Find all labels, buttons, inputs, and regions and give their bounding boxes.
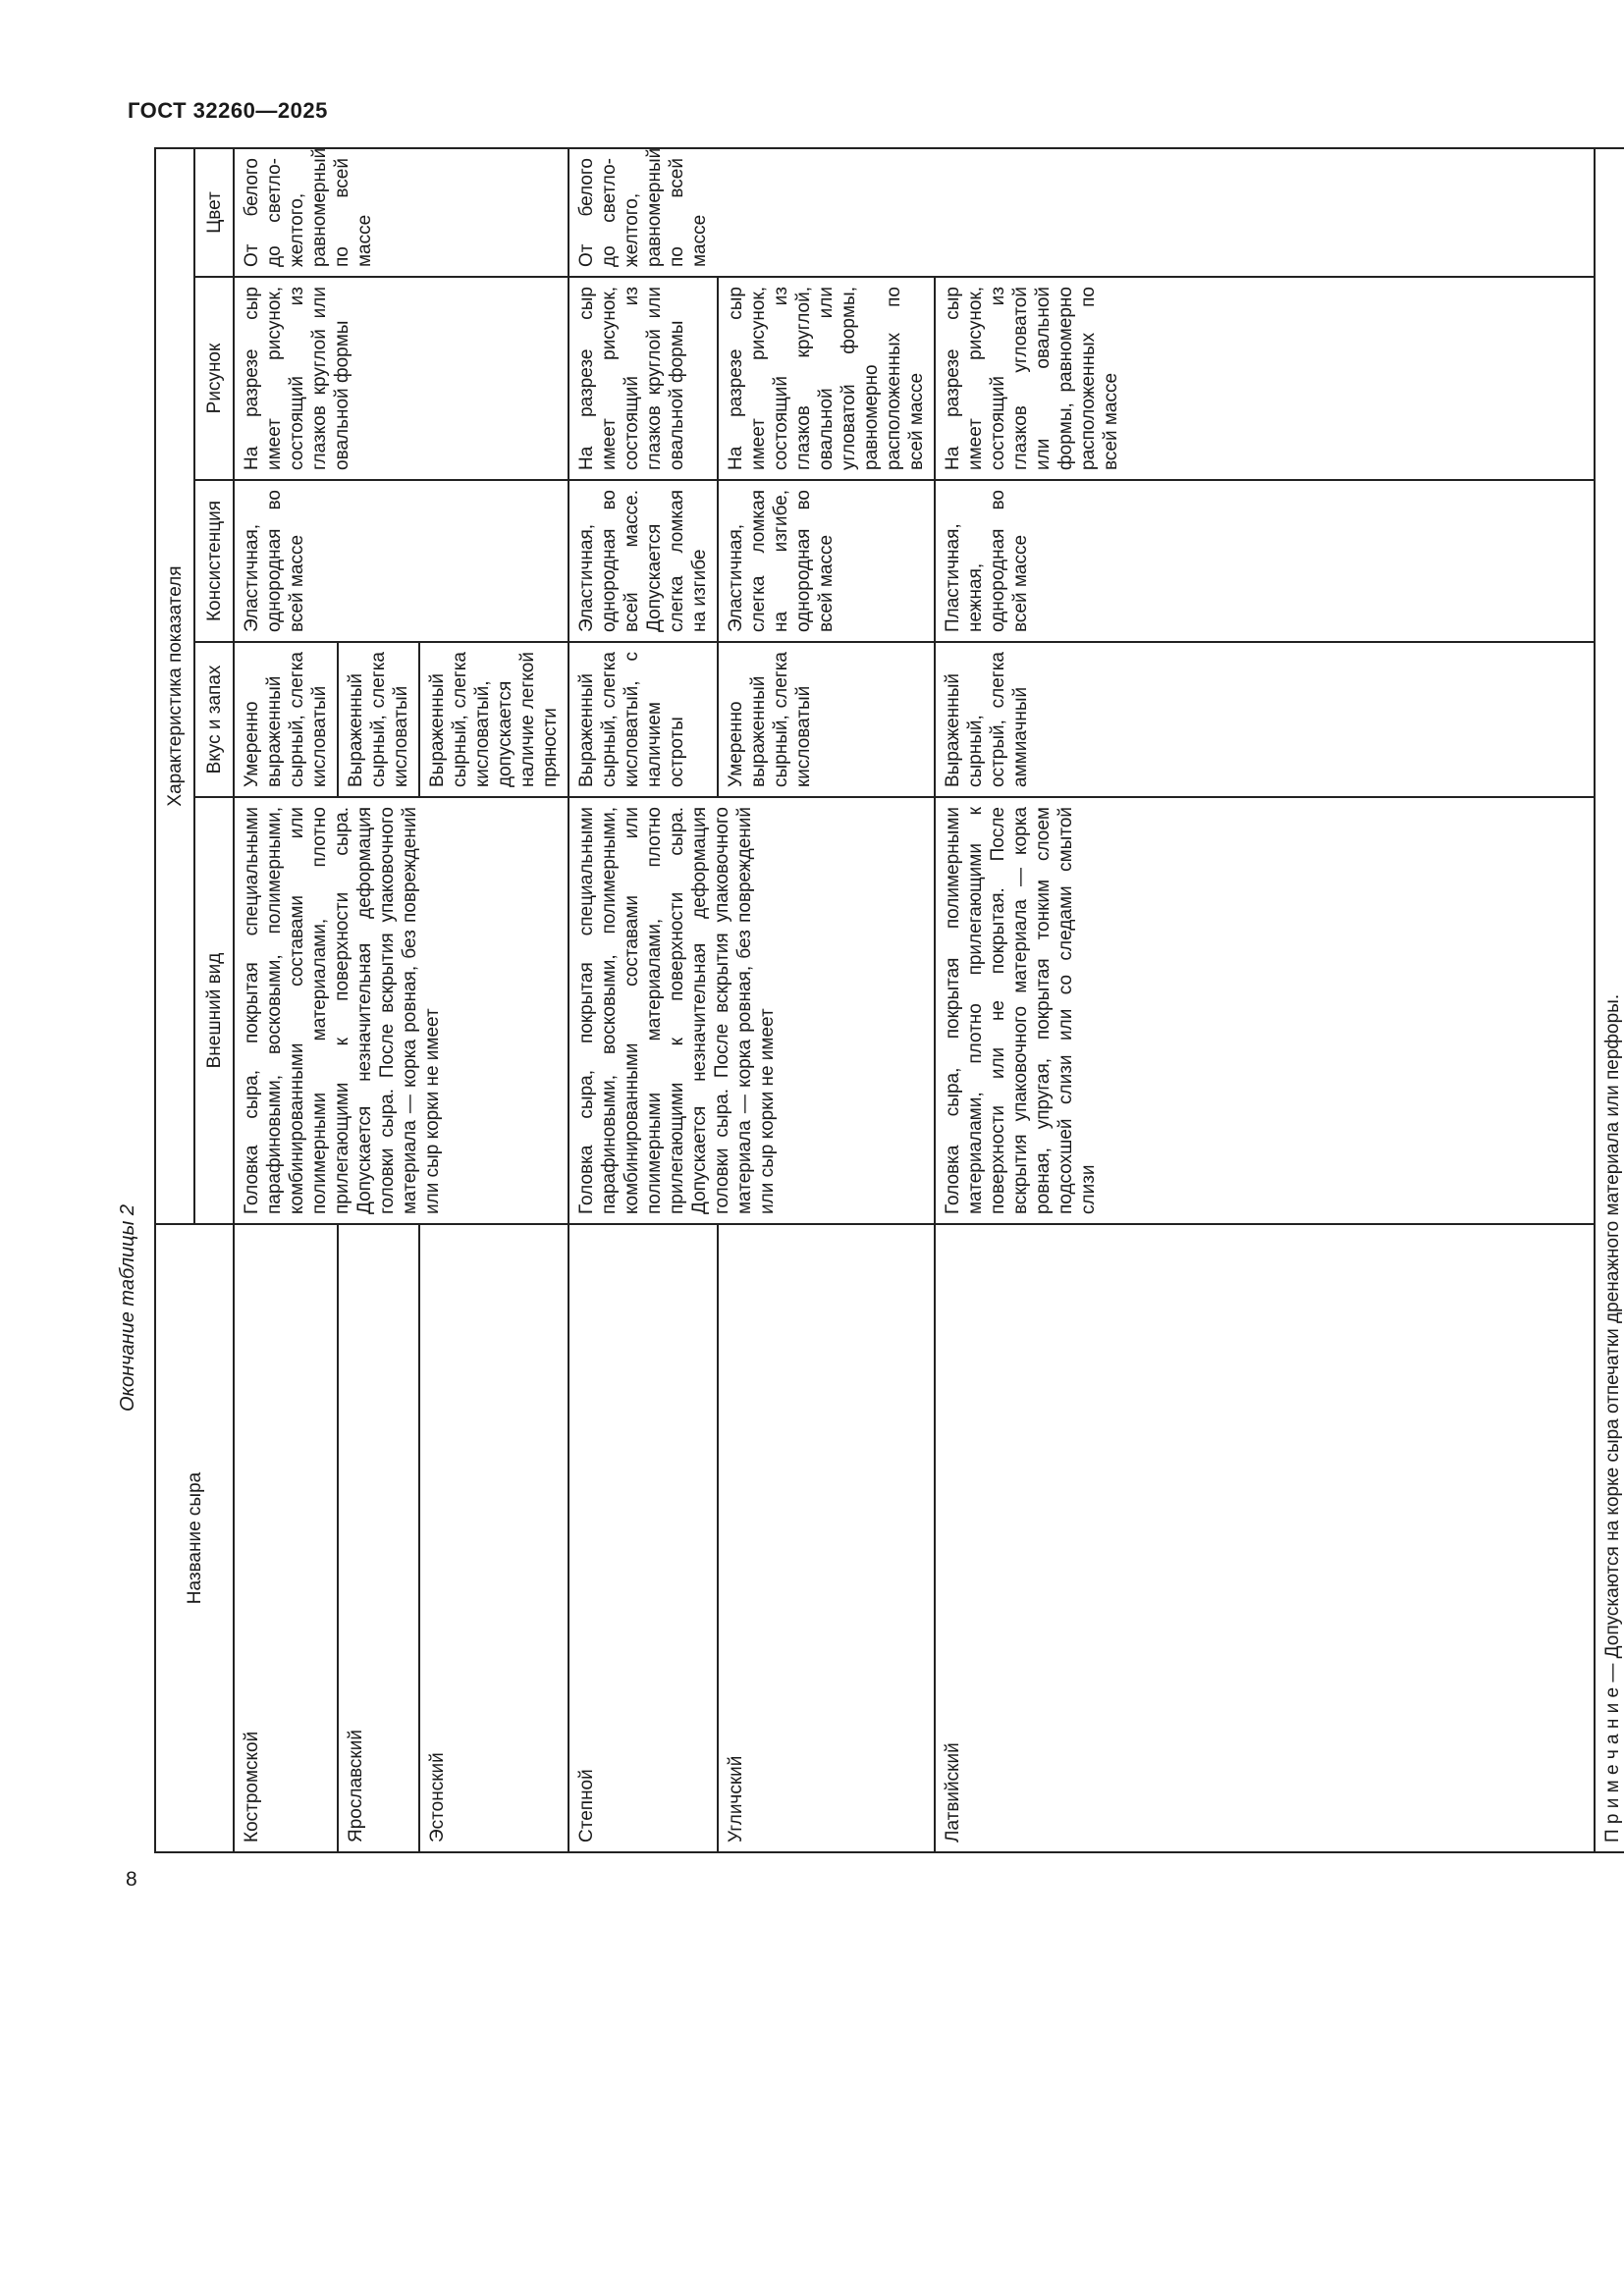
cell-kostromskoy-consistency: Эластичная, однородная во всей массе [234,480,568,642]
table-note-row [1595,148,1624,1852]
cell-latviysky-appearance: Головка сыра, покрытая полимерными материалами, плотно прилегающими к поверхности или не покрытая. После вскрытия упаковочного материала — корка ровная, упругая, покрытая тонким слоем подсохшей слизи или со следами смытой слизи [935,797,1595,1224]
cell-uglichsky-consistency: Эластичная, слегка ломкая на изгибе, однородная во всей массе [718,480,935,642]
page-number: 8 [126,1868,137,1891]
rotated-table-container [115,149,1624,1853]
table-row-latviysky [935,148,1595,1852]
cell-yaroslavsky-taste: Выраженный сырный, слегка кисловатый [338,642,419,797]
cell-latviysky-consistency: Пластичная, нежная, однородная во всей массе [935,480,1595,642]
header-row-group [155,148,194,1852]
cell-latviysky-name: Латвийский [935,1224,1595,1852]
cell-latviysky-pattern: На разрезе сыр имеет рисунок, состоящий из глазков угловатой или овальной формы, равномерно расположенных по всей массе [935,277,1595,480]
header-name: Название сыра [155,1224,234,1852]
cell-kostromskoy-name: Костромской [234,1224,338,1852]
cell-estonsky-taste: Выраженный сырный, слегка кисловатый, допускается наличие легкой пряности [419,642,568,797]
cell-kostromskoy-appearance: Головка сыра, покрытая специальными парафиновыми, восковыми, полимерными, комбинированными составами или полимерными материалами, плотно прилегающими к поверхности сыра. Допускается незначительная деформация головки сыра. После вскрытия упаковочного материала — корка ровная, без повреждений или сыр корки не имеет [234,797,568,1224]
header-color: Цвет [194,148,234,277]
table-caption: Окончание таблицы 2 [117,1203,138,1412]
header-pattern: Рисунок [194,277,234,480]
cell-uglichsky-taste: Умеренно выраженный сырный, слегка кисловатый [718,642,935,797]
header-appearance: Внешний вид [194,797,234,1224]
cell-stepnoy-pattern: На разрезе сыр имеет рисунок, состоящий из глазков круглой или овальной формы [568,277,718,480]
cell-uglichsky-pattern: На разрезе сыр имеет рисунок, состоящий из глазков круглой, овальной или угловатой формы, равномерно расположенных по всей массе [718,277,935,480]
header-consistency: Консистенция [194,480,234,642]
cell-kostromskoy-color: От белого до светло-желтого, равномерный по всей массе [234,148,568,277]
header-characteristics-group: Характеристика показателя [155,148,194,1224]
cell-kostromskoy-taste: Умеренно выраженный сырный, слегка кисловатый [234,642,338,797]
cell-uglichsky-name: Угличский [718,1224,935,1852]
table-row-stepnoy [568,148,718,1852]
cheese-characteristics-table [154,147,1624,1853]
cell-stepnoy-taste: Выраженный сырный, слегка кисловатый, с наличием остроты [568,642,718,797]
doc-code-header: ГОСТ 32260—2025 [128,98,328,123]
cell-stepnoy-color: От белого до светло-желтого, равномерный по всей массе [568,148,1595,277]
table-body [234,148,1624,1852]
cell-stepnoy-consistency: Эластичная, однородная во всей массе. Допускается слегка ломкая на изгибе [568,480,718,642]
cell-stepnoy-appearance: Головка сыра, покрытая специальными парафиновыми, восковыми, полимерными, комбинированными составами или полимерными материалами, плотно прилегающими к поверхности сыра. Допускается незначительная деформация головки сыра. После вскрытия упаковочного материала — корка ровная, без повреждений или сыр корки не имеет [568,797,935,1224]
cell-yaroslavsky-name: Ярославский [338,1224,419,1852]
table-head [155,148,234,1852]
cell-latviysky-taste: Выраженный сырный, острый, слегка аммиачный [935,642,1595,797]
header-taste: Вкус и запах [194,642,234,797]
cell-stepnoy-name: Степной [568,1224,718,1852]
cell-estonsky-name: Эстонский [419,1224,568,1852]
table-note: П р и м е ч а н и е — Допускаются на корке сыра отпечатки дренажного материала или перфоры. [1595,148,1624,1852]
table-row-kostromskoy [234,148,338,1852]
cell-kostromskoy-pattern: На разрезе сыр имеет рисунок, состоящий из глазков круглой или овальной формы [234,277,568,480]
